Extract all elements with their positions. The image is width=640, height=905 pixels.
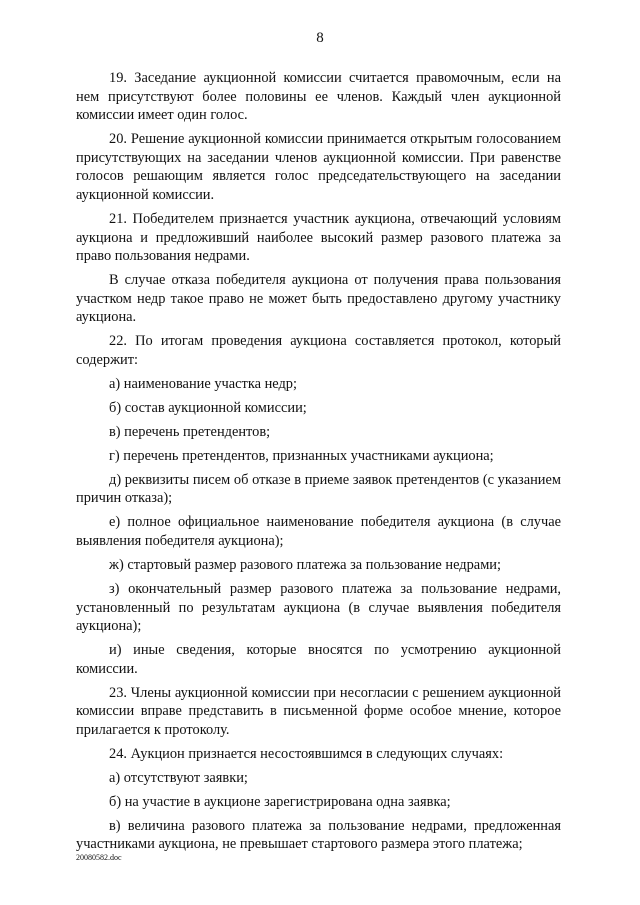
list-item-24b: б) на участие в аукционе зарегистрирована одна заявка; <box>109 793 451 810</box>
paragraph-21-continuation: В случае отказа победителя аукциона от получения права пользования участком недр такое право не может быть предоставлено другому участнику аукциона. <box>76 272 561 326</box>
document-body <box>76 69 561 859</box>
page-number: 8 <box>316 30 324 46</box>
paragraph-22: 22. По итогам проведения аукциона составляется протокол, который содержит: <box>76 333 561 368</box>
list-item-22b: б) состав аукционной комиссии; <box>109 399 307 416</box>
paragraph-23: 23. Члены аукционной комиссии при несогласии с решением аукционной комиссии вправе представить в письменной форме особое мнение, которое прилагается к протоколу. <box>76 684 561 738</box>
list-item-22a: а) наименование участка недр; <box>109 375 298 392</box>
paragraph-24: 24. Аукцион признается несостоявшимся в следующих случаях: <box>109 745 504 762</box>
file-name-footer: 20080582.doc <box>76 853 122 862</box>
list-item-22d: д) реквизиты писем об отказе в приеме заявок претендентов (с указанием причин отказа); <box>76 471 561 507</box>
list-item-22z: з) окончательный размер разового платежа за пользование недрами, установленный по результатам аукциона (в случае выявления победителя аукциона); <box>76 580 561 635</box>
paragraph-20: 20. Решение аукционной комиссии принимается открытым голосованием присутствующих на заседании членов аукционной комиссии. При равенстве голосов решающим является голос председательствующего на заседании аукционной комиссии. <box>76 131 561 203</box>
list-item-22e: е) полное официальное наименование победителя аукциона (в случае выявления победителя аукциона); <box>76 514 561 549</box>
list-item-24v: в) величина разового платежа за пользование недрами, предложенная участниками аукциона, не превышает стартового размера этого платежа; <box>76 817 561 853</box>
list-item-22g: г) перечень претендентов, признанных участниками аукциона; <box>109 447 494 464</box>
list-item-22v: в) перечень претендентов; <box>109 423 271 440</box>
list-item-22i: и) иные сведения, которые вносятся по усмотрению аукционной комиссии. <box>76 642 561 677</box>
paragraph-19: 19. Заседание аукционной комиссии считается правомочным, если на нем присутствуют более половины ее членов. Каждый член аукционной комиссии имеет один голос. <box>76 70 561 124</box>
paragraph-21: 21. Победителем признается участник аукциона, отвечающий условиям аукциона и предложивший наиболее высокий размер разового платежа за право пользования недрами. <box>76 210 561 265</box>
list-item-22zh: ж) стартовый размер разового платежа за пользование недрами; <box>109 556 501 573</box>
list-item-24a: а) отсутствуют заявки; <box>109 769 248 786</box>
